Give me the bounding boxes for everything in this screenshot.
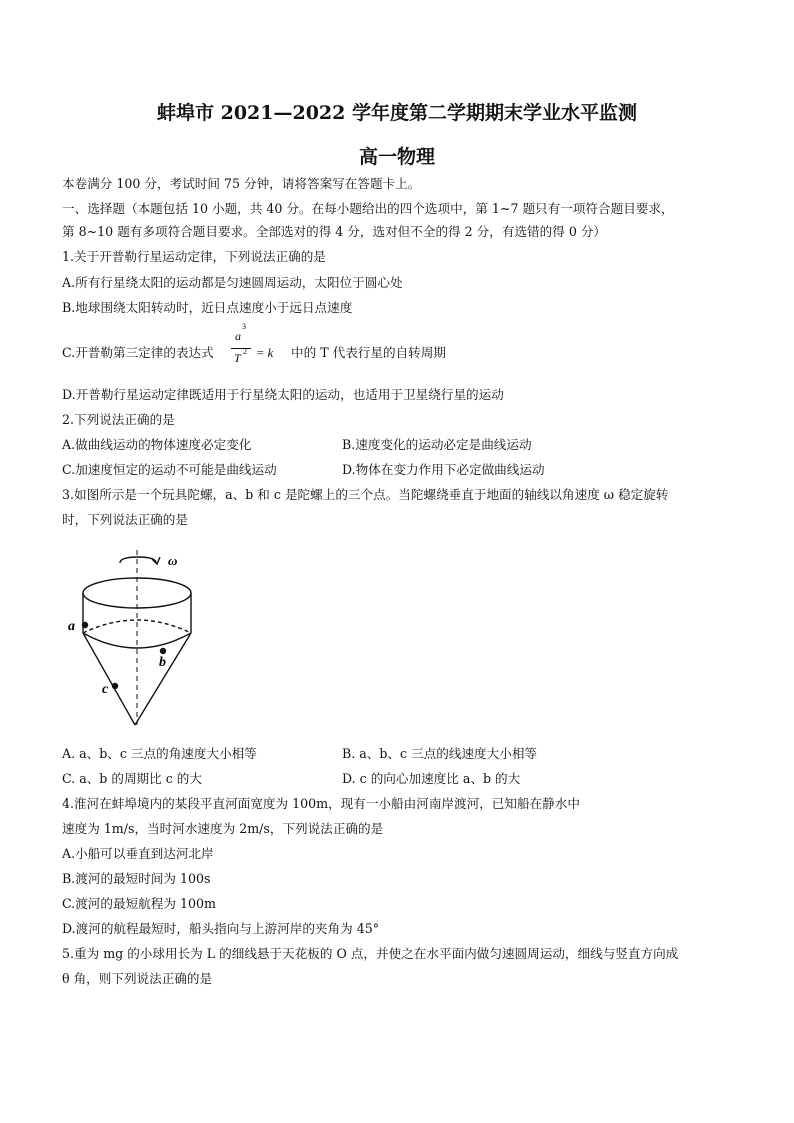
q3-stem-line1: 3.如图所示是一个玩具陀螺，a、b 和 c 是陀螺上的三个点。当陀螺绕垂直于地面的轴线以角速度 ω 稳定旋转 (62, 487, 669, 502)
q2-option-a: A.做曲线运动的物体速度必定变化 (62, 437, 252, 452)
q4-option-a: A.小船可以垂直到达河北岸 (62, 846, 214, 861)
spinning-top-figure (62, 545, 222, 730)
q3-stem-line2: 时，下列说法正确的是 (62, 512, 188, 527)
q4-stem-line1: 4.淮河在蚌埠境内的某段平直河面宽度为 100m，现有一小船由河南岸渡河，已知船在静水中 (62, 796, 580, 811)
q2-option-d: D.物体在变力作用下必定做曲线运动 (342, 462, 545, 477)
q3-option-b: B. a、b、c 三点的线速度大小相等 (342, 746, 538, 761)
q1-stem: 1.关于开普勒行星运动定律，下列说法正确的是 (62, 249, 326, 264)
q5-stem-line1: 5.重为 mg 的小球用长为 L 的细线悬于天花板的 O 点，并使之在水平面内做匀速圆周运动，细线与竖直方向成 (62, 946, 679, 961)
point-a-label: a (68, 619, 75, 634)
omega-label: ω (168, 553, 178, 568)
q1-option-b: B.地球围绕太阳转动时，近日点速度小于远日点速度 (62, 300, 353, 315)
q1-option-a: A.所有行星绕太阳的运动都是匀速圆周运动，太阳位于圆心处 (62, 275, 403, 290)
q1-option-d: D.开普勒行星运动定律既适用于行星绕太阳的运动，也适用于卫星绕行星的运动 (62, 387, 504, 402)
q2-option-b: B.速度变化的运动必定是曲线运动 (342, 437, 532, 452)
section-instructions-line1: 一、选择题（本题包括 10 小题，共 40 分。在每小题给出的四个选项中，第 1~7 题只有一项符合题目要求， (62, 201, 674, 216)
q3-option-d: D. c 的向心加速度比 a、b 的大 (342, 771, 521, 786)
point-c-label: c (102, 682, 109, 697)
intro-text: 本卷满分 100 分，考试时间 75 分钟，请将答案写在答题卡上。 (62, 176, 421, 191)
formula-numerator-exp: 3 (242, 322, 246, 331)
q4-option-d: D.渡河的航程最短时，船头指向与上游河岸的夹角为 45° (62, 921, 380, 936)
q1-option-c-prefix: C.开普勒第三定律的表达式 (62, 345, 214, 360)
q4-option-b: B.渡河的最短时间为 100s (62, 871, 211, 886)
exam-title: 蚌埠市 2021—2022 学年度第二学期期末学业水平监测 (157, 102, 637, 124)
exam-subtitle: 高一物理 (358, 146, 435, 168)
rotation-arrow (120, 557, 156, 563)
q3-option-c: C. a、b 的周期比 c 的大 (62, 771, 202, 786)
formula-denominator: T (234, 351, 241, 365)
q4-stem-line2: 速度为 1m/s，当时河水速度为 2m/s，下列说法正确的是 (62, 821, 384, 836)
formula-fraction-bar (231, 348, 251, 349)
q5-stem-line2: θ 角，则下列说法正确的是 (62, 971, 213, 986)
q4-option-c: C.渡河的最短航程为 100m (62, 896, 216, 911)
point-b-label: b (159, 655, 166, 670)
q2-stem: 2.下列说法正确的是 (62, 412, 175, 427)
q1-option-c-suffix: 中的 T 代表行星的自转周期 (291, 345, 446, 360)
top-cylinder-top (83, 578, 191, 608)
point-a-dot (82, 622, 88, 628)
q2-option-c: C.加速度恒定的运动不可能是曲线运动 (62, 462, 277, 477)
section-instructions-line2: 第 8~10 题有多项符合题目要求。全部选对的得 4 分，选对但不全的得 2 分，有选错的得 0 分） (62, 224, 607, 239)
q3-option-a: A. a、b、c 三点的角速度大小相等 (62, 746, 257, 761)
point-b-dot (160, 648, 166, 654)
formula-denominator-exp: 2 (243, 347, 247, 356)
point-c-dot (112, 683, 118, 689)
formula-rhs: = k (256, 346, 274, 360)
formula-numerator: a (235, 329, 241, 343)
